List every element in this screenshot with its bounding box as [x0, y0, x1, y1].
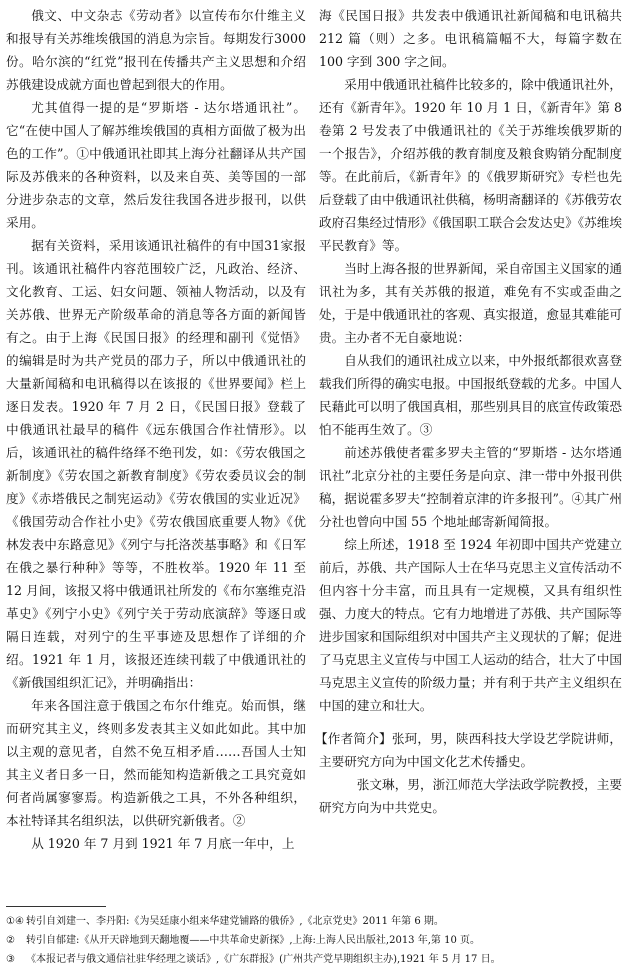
footnote [6, 912, 621, 931]
paragraph-continued: 海《民国日报》共发表中俄通讯社新闻稿和电讯稿共212 篇（则）之多。电讯稿篇幅不大，每篇字数在 100 字到 300 字之间。 [319, 8, 622, 69]
left-column [6, 4, 306, 855]
paragraph: 采用中俄通讯社稿件比较多的，除中俄通讯社外，还有《新青年》。1920 年 10 月 1 日，《新青年》第 8 卷第 2 号发表了中俄通讯社的《关于苏维埃俄罗斯的一个报告》，介绍苏俄的教育制度及粮食购销分配制度等。在此前后，《新青年》的《俄罗斯研究》专栏也先后登载了由中俄通讯社供稿，杨明斋翻译的《苏俄劳农政府召集经过情形》《俄国职工联合会发达史》《苏维埃平民教育》等。 [319, 77, 622, 253]
paragraph: 尤其值得一提的是“罗斯塔 - 达尔塔通讯社”。它“在使中国人了解苏维埃俄国的真相方面做了极为出色的工作”。①中俄通讯社即其上海分社翻译从共产国际及苏俄来的各种资料，以及来自英、美等国的一部分进步杂志的文章，然后发往我国各进步报刊，以供采用。 [6, 100, 306, 230]
footnote-divider [6, 906, 106, 907]
footnote-text: 转引自刘建一、李丹阳:《为吴廷康小组来华建党铺路的俄侨》,《北京党史》2011 年第 6 期。 [26, 916, 444, 927]
footnote-text: 《本报记者与俄文通信社驻华经理之谈话》,《广东群报》(广州共产党早期组织主办),1921 年 5 月 17 日。 [26, 954, 501, 965]
paragraph: 综上所述，1918 至 1924 年初即中国共产党建立前后，苏俄、共产国际人士在华马克思主义宣传活动不但内容十分丰富，而且具有一定规模，又具有组织性强、力度大的特点。它有力地增进了苏俄、共产国际等进步国家和国际组织对中国共产主义现状的了解；促进了马克思主义宣传与中国工人运动的结合，壮大了中国马克思主义宣传的阶级力量；并有利于共产主义组织在中国的建立和壮大。 [319, 537, 622, 713]
paragraph: 据有关资料，采用该通讯社稿件的有中国31家报刊。该通讯社稿件内容范围较广泛，凡政治、经济、文化教育、工运、妇女问题、领袖人物活动，以及有关苏俄、世界无产阶级革命的消息等各方面的新闻皆有之。由于上海《民国日报》的经理和副刊《觉悟》的编辑是时为共产党员的邵力子，所以中俄通讯社的大量新闻稿和电讯稿得以在该报的《世界要闻》栏上逐日发表。1920 年 7 月 2 日，《民国日报》登载了中俄通讯社最早的稿件《远东俄国合作社情形》。以后，该通讯社的稿件络绎不绝刊发，如：《劳农俄国之新制度》《劳农国之新教育制度》《劳农委员议会的制度》《赤塔俄民之制宪运动》《劳农俄国的实业近况》《俄国劳动合作社小史》《劳农俄国底重要人物》《优林发表中东路意见》《列宁与托洛茨基事略》和《日军在俄之暴行种种》等等，不胜枚举。1920 年 11 至 12 月间，该报又将中俄通讯社所发的《布尔塞维克沿革史》《列宁小史》《列宁关于劳动底演辞》等逐日或隔日连载，对列宁的生平事迹及思想作了详细的介绍。1921 年 1 月，该报还连续刊载了中俄通讯社的《新俄国组织汇记》，并明确指出： [6, 238, 306, 690]
footnotes [6, 912, 621, 969]
right-column [315, 4, 623, 819]
paragraph: 俄文、中文杂志《劳动者》以宣传布尔什维主义和报导有关苏维埃俄国的消息为宗旨。每期发行3000份。哈尔滨的“红党”报刊在传播共产主义思想和介绍苏俄建设成就方面也曾起到很大的作用。 [6, 8, 306, 92]
footnote-marker: ② [6, 935, 15, 946]
author-info-line: 张文琳，男，浙江师范大学法政学院教授，主要研究方向为中共党史。 [319, 777, 622, 815]
footnote [6, 931, 621, 950]
footnote-text: 转引自郁建:《从开天辟地到天翻地覆——中共革命史新探》,上海:上海人民出版社,2013 年,第 10 页。 [26, 935, 480, 946]
footnote-marker: ③ [6, 954, 15, 965]
paragraph: 从 1920 年 7 月到 1921 年 7 月底一年中，上 [31, 836, 295, 851]
author-info-heading: 【作者简介】 [315, 731, 392, 746]
footnote-marker: ①④ [6, 916, 24, 927]
block-quote: 自从我们的通讯社成立以来，中外报纸都很欢喜登载我们所得的确实电报。中国报纸登载的尤多。中国人民藉此可以明了俄国真相，那些别具目的底宣传政策恐怕不能再生效了。③ [319, 353, 622, 437]
block-quote: 年来各国注意于俄国之布尔什维克。始而惧，继而研究其主义，终则多发表其主义如此如此。其中加以主观的意见者，自然不免互相矛盾……吾国人士知其主义者日多一日，然而能知构造新俄之工具究竟如何者尚属寥寥焉。构造新俄之工具，不外各种组织，本社特译其名组织法，以供研究新俄者。② [6, 698, 306, 828]
footnote [6, 950, 621, 969]
author-info-line: 张珂，男，陕西科技大学设艺学院讲师，主要研究方向为中国文化艺术传播史。 [319, 731, 623, 769]
paragraph: 当时上海各报的世界新闻，采自帝国主义国家的通讯社为多，其有关苏俄的报道，难免有不实或歪曲之处，于是中俄通讯社的客观、真实报道，愈显其难能可贵。主办者不无自豪地说： [319, 261, 622, 345]
paragraph: 前述苏俄使者霍多罗夫主管的“罗斯塔 - 达尔塔通讯社”北京分社的主要任务是向京、津一带中外报刊供稿，据说霍多罗夫“控制着京津的许多报刊”。④其广州分社也曾向中国 55 个地址邮寄新闻简报。 [319, 445, 622, 529]
author-info [315, 727, 623, 819]
